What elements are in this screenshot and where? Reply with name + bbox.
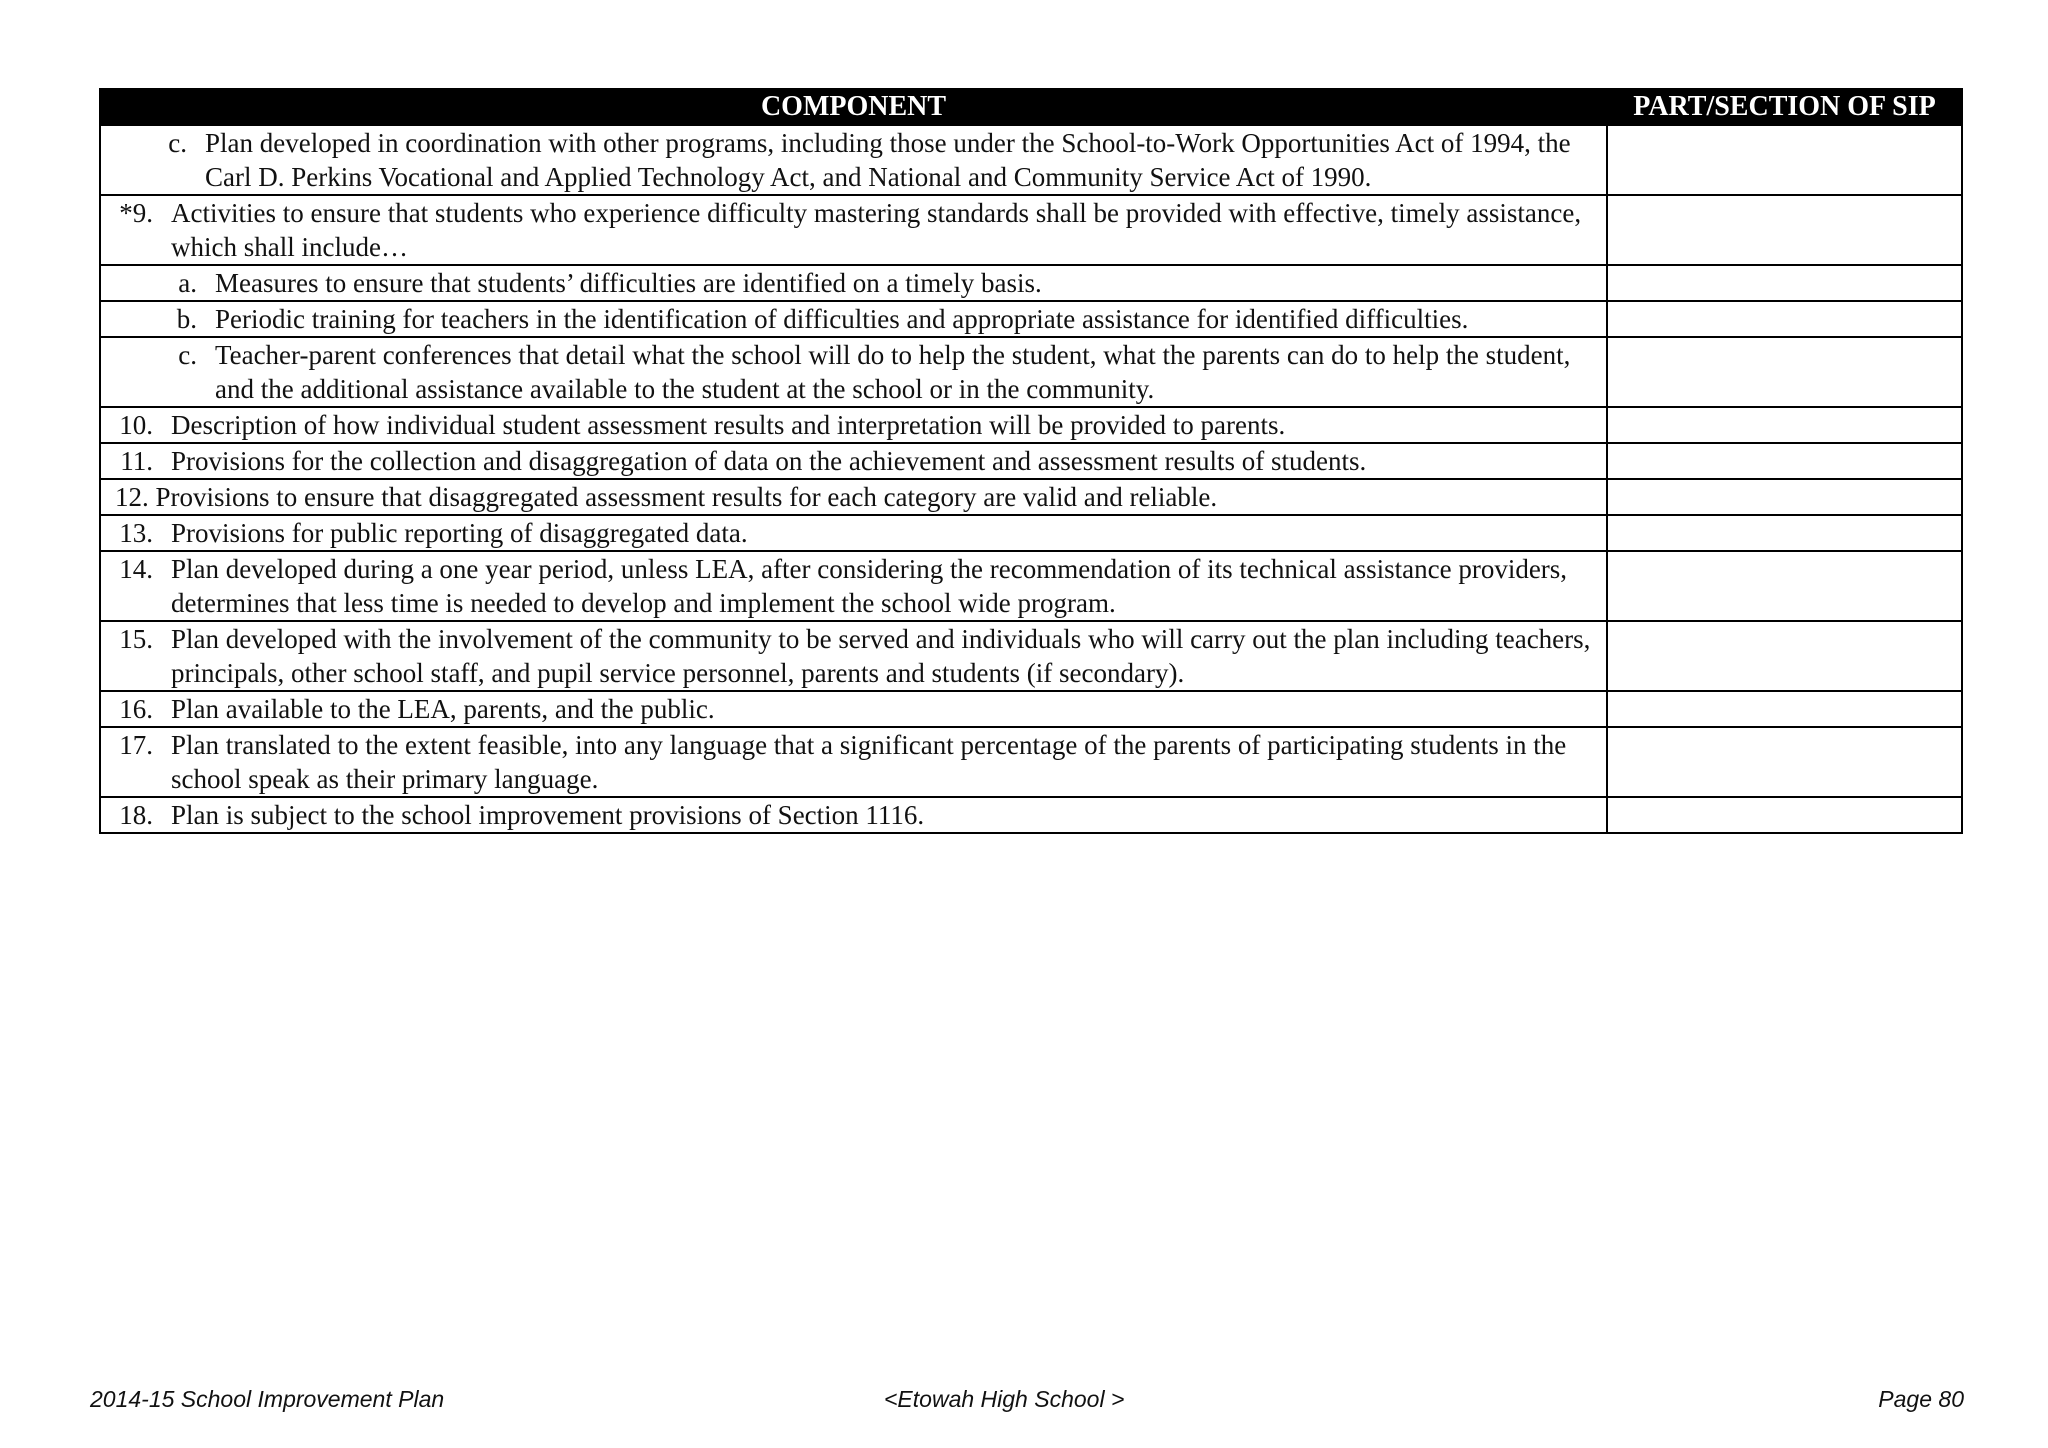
part-section-cell[interactable] <box>1607 337 1962 407</box>
component-cell <box>100 125 1607 195</box>
item-number: 10. <box>119 410 153 440</box>
component-cell <box>100 301 1607 337</box>
component-cell <box>100 691 1607 727</box>
list-item <box>101 444 1606 478</box>
list-item <box>101 196 1606 264</box>
item-text: Plan developed with the involvement of the community to be served and individuals who will carry out the plan including teachers, principals, other school staff, and pupil service personnel, parents and students (if secondary). <box>171 624 1591 688</box>
item-number: 13. <box>119 518 153 548</box>
component-cell <box>100 407 1607 443</box>
list-item <box>101 302 1606 336</box>
item-text: Provisions for the collection and disaggregation of data on the achievement and assessment results of students. <box>171 446 1367 476</box>
table-header-row <box>100 89 1962 125</box>
part-section-cell[interactable] <box>1607 195 1962 265</box>
footer-plan-title: 2014-15 School Improvement Plan <box>90 1386 445 1412</box>
item-text: 12. Provisions to ensure that disaggregated assessment results for each category are valid and reliable. <box>115 482 1218 512</box>
table-row <box>100 551 1962 621</box>
component-cell <box>100 443 1607 479</box>
list-item <box>101 408 1606 442</box>
item-text: Plan developed during a one year period, unless LEA, after considering the recommendation of its technical assistance providers, determines that less time is needed to develop and implement the school wide program. <box>171 554 1568 618</box>
item-text: Plan developed in coordination with other programs, including those under the School-to-Work Opportunities Act of 1994, the Carl D. Perkins Vocational and Applied Technology Act, and National and Community Service Act of 1990. <box>205 128 1571 192</box>
table-row <box>100 797 1962 833</box>
part-section-cell[interactable] <box>1607 727 1962 797</box>
table-row <box>100 265 1962 301</box>
item-number: c. <box>178 340 197 370</box>
item-number: 17. <box>119 730 153 760</box>
item-text: Plan translated to the extent feasible, into any language that a significant percentage of the parents of participating students in the school speak as their primary language. <box>171 730 1567 794</box>
item-text: Teacher-parent conferences that detail what the school will do to help the student, what the parents can do to help the student, and the additional assistance available to the student at the school or in the community. <box>215 340 1571 404</box>
component-cell <box>100 797 1607 833</box>
table-row <box>100 195 1962 265</box>
footer-school-name: <Etowah High School > <box>884 1386 1125 1412</box>
item-number: 16. <box>119 694 153 724</box>
component-cell <box>100 621 1607 691</box>
part-section-cell[interactable] <box>1607 797 1962 833</box>
list-item <box>101 480 1606 514</box>
component-cell <box>100 337 1607 407</box>
item-text: Description of how individual student assessment results and interpretation will be provided to parents. <box>171 410 1286 440</box>
list-item <box>101 266 1606 300</box>
component-cell <box>100 727 1607 797</box>
part-section-cell[interactable] <box>1607 407 1962 443</box>
item-text: Plan is subject to the school improvement provisions of Section 1116. <box>171 800 925 830</box>
item-text: Measures to ensure that students’ difficulties are identified on a timely basis. <box>215 268 1042 298</box>
item-number: a. <box>178 268 197 298</box>
part-section-cell[interactable] <box>1607 125 1962 195</box>
item-number: c. <box>168 128 187 158</box>
table-row <box>100 727 1962 797</box>
item-text: Periodic training for teachers in the identification of difficulties and appropriate assistance for identified difficulties. <box>215 304 1469 334</box>
component-cell <box>100 551 1607 621</box>
part-section-cell[interactable] <box>1607 443 1962 479</box>
list-item <box>101 516 1606 550</box>
header-component: COMPONENT <box>100 89 1607 125</box>
item-number: 18. <box>119 800 153 830</box>
table-row <box>100 691 1962 727</box>
part-section-cell[interactable] <box>1607 621 1962 691</box>
part-section-cell[interactable] <box>1607 301 1962 337</box>
part-section-cell[interactable] <box>1607 479 1962 515</box>
item-text: Plan available to the LEA, parents, and the public. <box>171 694 715 724</box>
item-number: 14. <box>119 554 153 584</box>
item-number: b. <box>176 304 197 334</box>
table-row <box>100 337 1962 407</box>
part-section-cell[interactable] <box>1607 265 1962 301</box>
table-row <box>100 515 1962 551</box>
header-part-section: PART/SECTION OF SIP <box>1607 89 1962 125</box>
table-row <box>100 621 1962 691</box>
item-text: Provisions for public reporting of disaggregated data. <box>171 518 748 548</box>
component-cell <box>100 515 1607 551</box>
table-row <box>100 301 1962 337</box>
item-text: Activities to ensure that students who experience difficulty mastering standards shall be provided with effective, timely assistance, which shall include… <box>171 198 1582 262</box>
list-item <box>101 552 1606 620</box>
component-cell <box>100 195 1607 265</box>
item-number: *9. <box>119 198 153 228</box>
list-item <box>101 728 1606 796</box>
list-item <box>101 692 1606 726</box>
table-row <box>100 479 1962 515</box>
list-item <box>101 798 1606 832</box>
part-section-cell[interactable] <box>1607 551 1962 621</box>
item-number: 11. <box>120 446 153 476</box>
list-item <box>101 622 1606 690</box>
sip-component-table <box>99 88 1963 834</box>
list-item <box>101 126 1606 194</box>
table-row <box>100 125 1962 195</box>
list-item <box>101 338 1606 406</box>
table-row <box>100 407 1962 443</box>
component-cell <box>100 479 1607 515</box>
item-number: 15. <box>119 624 153 654</box>
footer-page-number: Page 80 <box>1878 1386 1964 1412</box>
component-cell <box>100 265 1607 301</box>
table-row <box>100 443 1962 479</box>
part-section-cell[interactable] <box>1607 691 1962 727</box>
part-section-cell[interactable] <box>1607 515 1962 551</box>
